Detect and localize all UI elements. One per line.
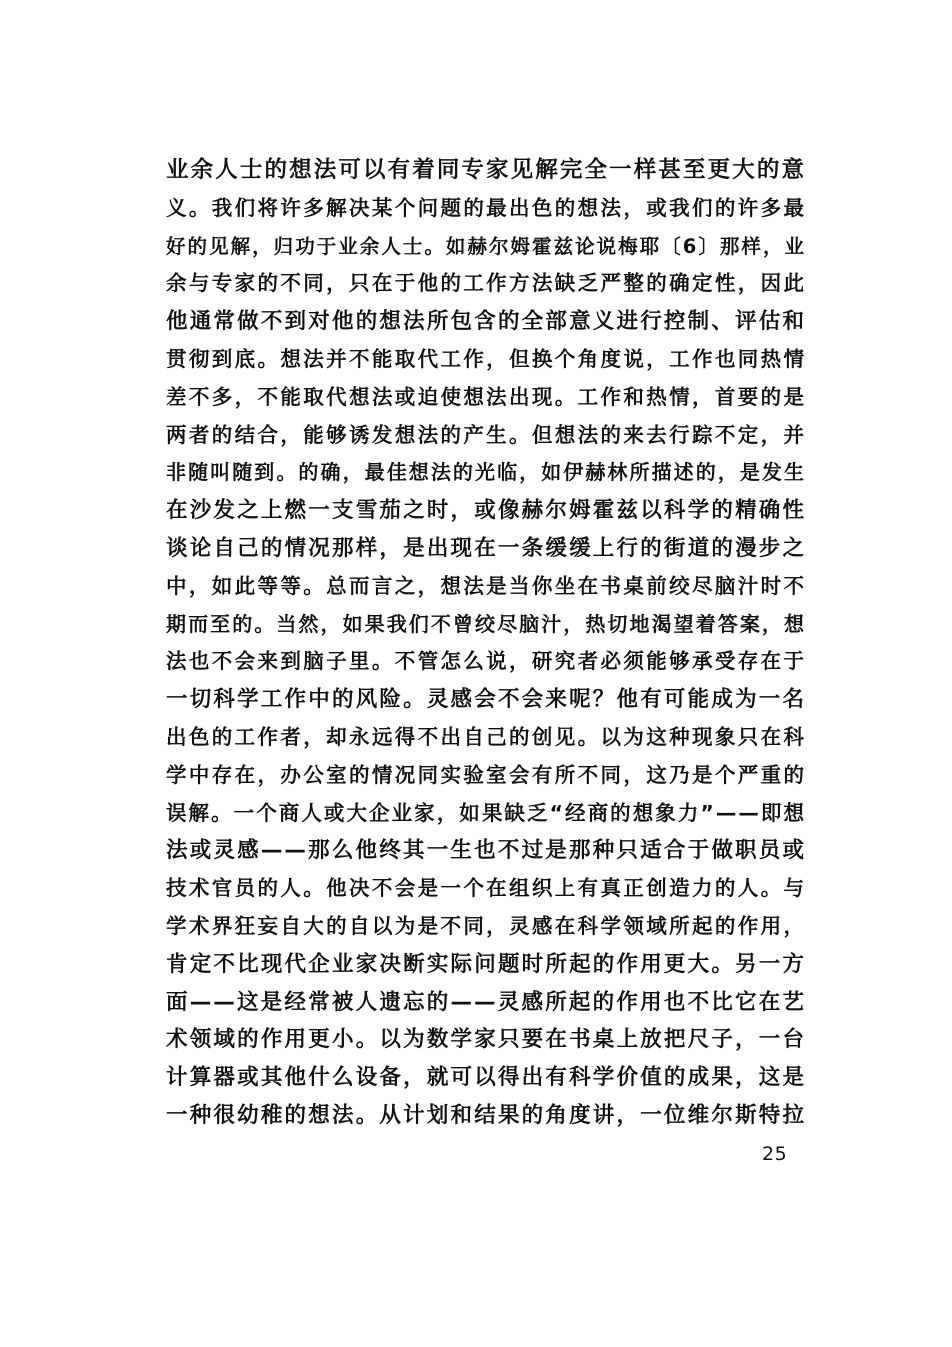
text-line: 出色的工作者，却永远得不出自己的创见。以为这种现象只在科 — [166, 724, 806, 749]
text-line: 业余人士的想法可以有着同专家见解完全一样甚至更大的意 — [166, 157, 806, 183]
text-line: 好的见解，归功于业余人士。如赫尔姆霍兹论说梅耶〔6〕那样，业 — [166, 234, 806, 258]
text-line: 学中存在，办公室的情况同实验室会有所不同，这乃是个严重的 — [166, 762, 806, 787]
text-line: 技术官员的人。他决不会是一个在组织上有真正创造力的人。与 — [166, 876, 806, 901]
text-line: 期而至的。当然，如果我们不曾绞尽脑汁，热切地渴望着答案，想 — [166, 611, 806, 636]
text-line: 法也不会来到脑子里。不管怎么说，研究者必须能够承受存在于 — [166, 649, 806, 674]
text-line: 计算器或其他什么设备，就可以得出有科学价值的成果，这是 — [166, 1065, 806, 1091]
page-number: 25 — [762, 1143, 788, 1165]
text-line: 在沙发之上燃一支雪茄之时，或像赫尔姆霍兹以科学的精确性 — [166, 498, 806, 524]
text-line: 两者的结合，能够诱发想法的产生。但想法的来去行踪不定，并 — [166, 422, 806, 447]
text-line: 面——这是经常被人遗忘的——灵感所起的作用也不比它在艺 — [166, 989, 806, 1015]
body-text — [166, 152, 806, 1135]
text-line: 法或灵感——那么他终其一生也不过是那种只适合于做职员或 — [166, 838, 806, 864]
text-line: 一种很幼稚的想法。从计划和结果的角度讲，一位维尔斯特拉 — [166, 1102, 806, 1128]
text-line: 非随叫随到。的确，最佳想法的光临，如伊赫林所描述的，是发生 — [166, 460, 806, 485]
text-line: 他通常做不到对他的想法所包含的全部意义进行控制、评估和 — [166, 309, 806, 335]
text-line: 谈论自己的情况那样，是出现在一条缓缓上行的街道的漫步之 — [166, 535, 806, 561]
text-line: 误解。一个商人或大企业家，如果缺乏“经商的想象力”——即想 — [166, 800, 806, 825]
text-line: 肯定不比现代企业家决断实际问题时所起的作用更大。另一方 — [166, 951, 806, 977]
text-line: 学术界狂妄自大的自以为是不同，灵感在科学领域所起的作用， — [166, 913, 806, 938]
text-line: 义。我们将许多解决某个问题的最出色的想法，或我们的许多最 — [166, 195, 806, 220]
text-line: 一切科学工作中的风险。灵感会不会来呢？他有可能成为一名 — [166, 687, 806, 713]
text-line: 术领域的作用更小。以为数学家只要在书桌上放把尺子，一台 — [166, 1027, 806, 1053]
text-line: 贯彻到底。想法并不能取代工作，但换个角度说，工作也同热情 — [166, 346, 806, 371]
text-line: 差不多，不能取代想法或迫使想法出现。工作和热情，首要的是 — [166, 384, 806, 409]
text-line: 余与专家的不同，只在于他的工作方法缺乏严整的确定性，因此 — [166, 271, 806, 296]
text-line: 中，如此等等。总而言之，想法是当你坐在书桌前绞尽脑汁时不 — [166, 573, 806, 598]
